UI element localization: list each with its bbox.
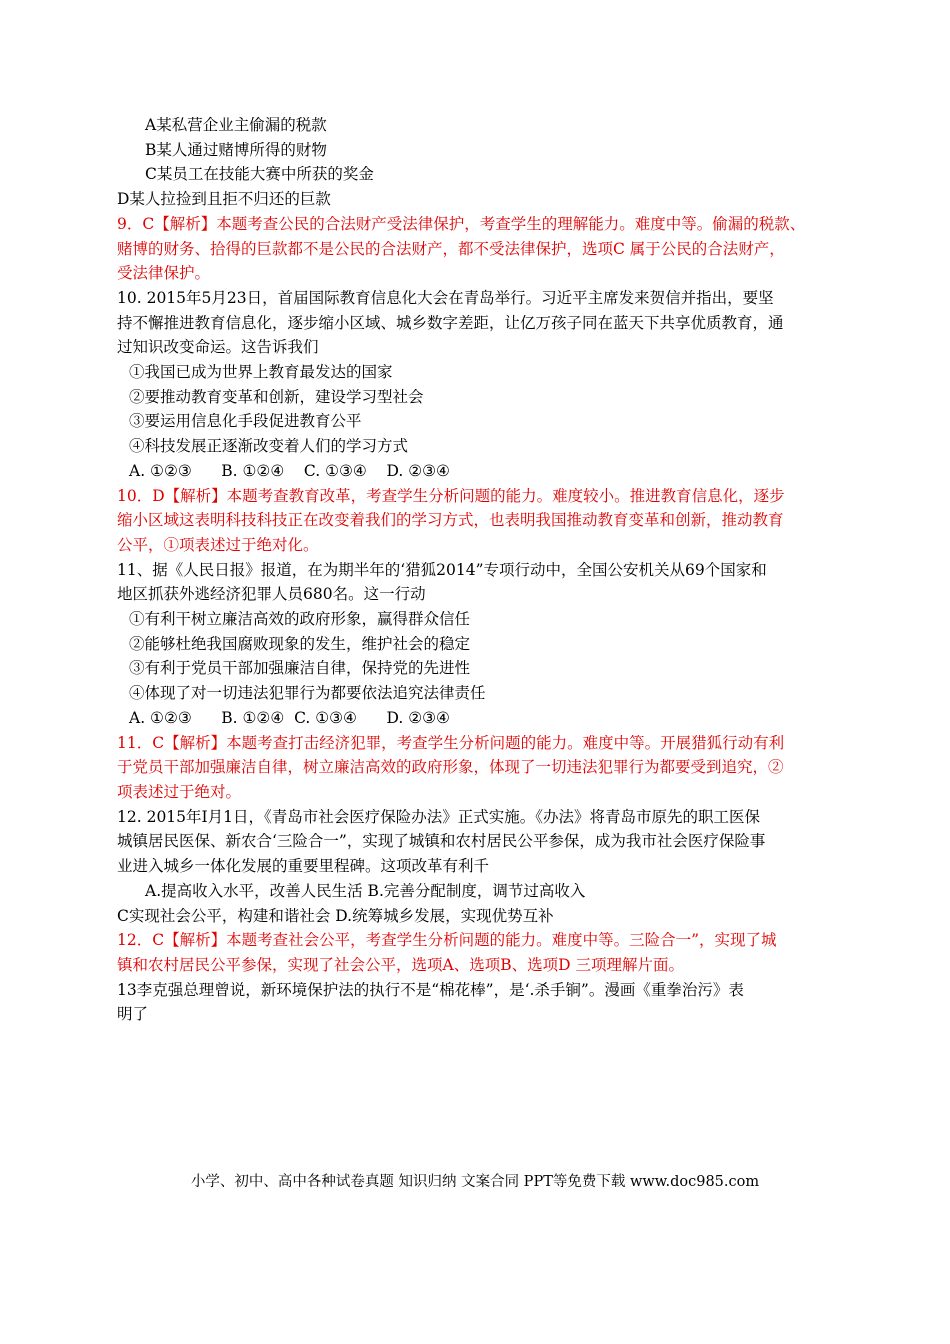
- q10-choices: A. ①②③ B. ①②④ C. ①③④ D. ②③④: [129, 461, 450, 480]
- q12-choices-ab: A.提高收入水平，改善人民生活 B.完善分配制度，调节过高收入: [145, 881, 586, 900]
- q8-option-d: D某人拉捡到且拒不归还的巨款: [117, 190, 331, 209]
- answer-10-line: 10．D【解析】本题考查教育改革，考查学生分析问题的能力。难度较小。推进教育信息化，逐步: [117, 486, 785, 505]
- q11-item: ①有利干树立廉洁高效的政府形象，赢得群众信任: [129, 610, 471, 629]
- q11-choices: A. ①②③ B. ①②④ C. ①③④ D. ②③④: [129, 708, 450, 727]
- q13-stem-line: 13李克强总理曾说，新环境保护法的执行不是“棉花棒”，是‘.杀手锏”。漫画《重拳治污》表: [117, 980, 744, 999]
- answer-12-line: 镇和农村居民公平参保，实现了社会公平，选项A、选项B、选项D 三项理解片面。: [117, 955, 684, 974]
- answer-12-line: 12．C【解析】本题考查社会公平，考查学生分析问题的能力。难度中等。三险合一”，实现了城: [117, 931, 777, 950]
- q8-option-b: B某人通过赌博所得的财物: [145, 140, 327, 159]
- q11-stem-line: 11、据《人民日报》报道，在为期半年的‘猎狐2014”专项行动中，全国公安机关从69个国家和: [117, 560, 767, 579]
- q11-stem-line: 地区抓获外逃经济犯罪人员680名。这一行动: [117, 585, 426, 604]
- answer-10-line: 公平，①项表述过于绝对化。: [117, 535, 319, 554]
- answer-11-line: 项表述过于绝对。: [117, 782, 242, 801]
- answer-10-line: 缩小区域这表明科技科技正在改变着我们的学习方式，也表明我国推动教育变革和创新，推动教育: [117, 511, 784, 530]
- q10-item: ③要运用信息化手段促进教育公平: [129, 412, 362, 431]
- q11-item: ③有利于党员干部加强廉洁自律，保持党的先进性: [129, 659, 471, 678]
- q10-item: ①我国已成为世界上教育最发达的国家: [129, 363, 393, 382]
- q12-stem-line: 12. 2015年Ⅰ月1日，《青岛市社会医疗保险办法》正式实施。《办法》将青岛市原先的职工医保: [117, 807, 761, 826]
- answer-11-line: 于党员干部加强廉洁自律，树立廉洁高效的政府形象，体现了一切违法犯罪行为都要受到追究，②: [117, 758, 784, 777]
- q12-choices-cd: C实现社会公平，构建和谐社会 D.统筹城乡发展，实现优势互补: [117, 906, 554, 925]
- q10-stem-line: 持不懈推进教育信息化，逐步缩小区域、城乡数字差距，让亿万孩子同在蓝天下共享优质教育，通: [117, 313, 784, 332]
- q12-stem-line: 业进入城乡一体化发展的重要里程碑。这项改革有利千: [117, 857, 490, 876]
- q10-stem-line: 10. 2015年5月23日，首届国际教育信息化大会在青岛举行。习近平主席发来贺信并指出，要坚: [117, 288, 774, 307]
- answer-9-line: 受法律保护。: [117, 264, 211, 283]
- answer-9-line: 赌博的财务、拾得的巨款都不是公民的合法财产，都不受法律保护，选项C 属于公民的合法财产，: [117, 239, 785, 258]
- page-footer: 小学、初中、高中各种试卷真题 知识归纳 文案合同 PPT等免费下载 www.doc985.com: [190, 1174, 760, 1190]
- q11-item: ④体现了对一切违法犯罪行为都要依法追究法律责任: [129, 684, 486, 703]
- q11-item: ②能够杜绝我国腐败现象的发生，维护社会的稳定: [129, 634, 471, 653]
- q12-stem-line: 城镇居民医保、新农合‘三险合一”，实现了城镇和农村居民公平参保，成为我市社会医疗保险事: [117, 832, 766, 851]
- answer-9-line: 9．C【解析】本题考查公民的合法财产受法律保护，考查学生的理解能力。难度中等。偷漏的税款、: [117, 214, 806, 233]
- q10-stem-line: 过知识改变命运。这告诉我们: [117, 338, 319, 357]
- q8-option-c: C某员工在技能大赛中所获的奖金: [145, 165, 374, 184]
- q13-stem-line: 明了: [117, 1005, 149, 1024]
- answer-11-line: 11．C【解析】本题考查打击经济犯罪，考查学生分析问题的能力。难度中等。开展猎狐行动有利: [117, 733, 785, 752]
- document-body: [117, 113, 847, 1027]
- q10-item: ④科技发展正逐渐改变着人们的学习方式: [129, 437, 409, 456]
- q10-item: ②要推动教育变革和创新，建设学习型社会: [129, 387, 424, 406]
- q8-option-a: A某私营企业主偷漏的税款: [145, 116, 327, 134]
